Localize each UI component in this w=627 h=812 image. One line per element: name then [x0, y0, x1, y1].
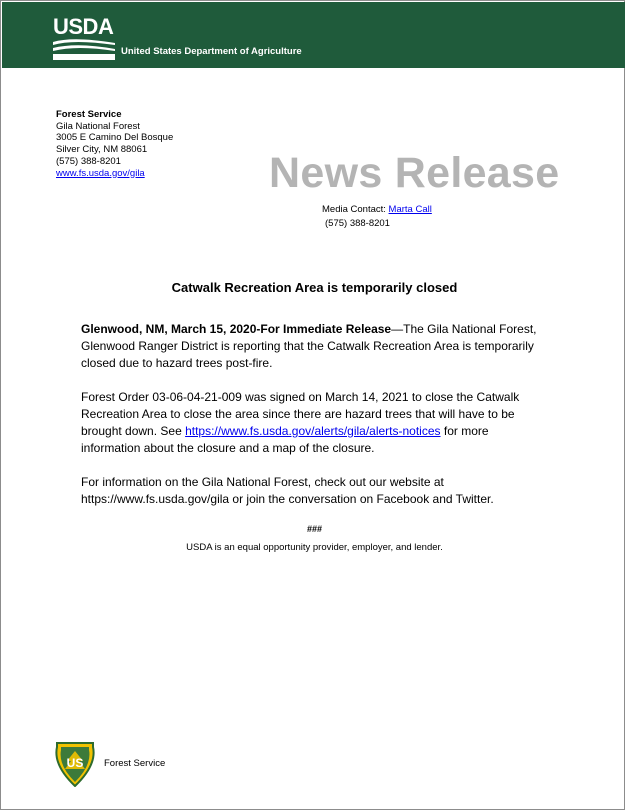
paragraph-1 [81, 321, 551, 372]
media-contact-block [322, 203, 432, 230]
address-street: 3005 E Camino Del Bosque [56, 132, 174, 144]
media-contact-phone: (575) 388-8201 [325, 217, 390, 229]
address-unit: Gila National Forest [56, 120, 140, 132]
address-org: Forest Service [56, 109, 122, 120]
address-phone: (575) 388-8201 [56, 155, 121, 167]
news-release-title: News Release [269, 149, 560, 197]
badge-text: US [66, 756, 84, 770]
end-mark: ### [306, 524, 323, 534]
usda-swoosh-icon [53, 37, 115, 61]
usda-logo [53, 16, 117, 62]
paragraph-2-text-b: for more information about the closure and a map of the closure. [81, 424, 489, 455]
paragraph-2 [81, 389, 551, 457]
media-contact-link[interactable]: Marta Call [388, 204, 432, 215]
media-contact-label: Media Contact: [322, 204, 389, 215]
paragraph-3: For information on the Gila National Forest, check out our website at https://www.fs.usda.gov/gila or join the conversation on Facebook and Twitter. [81, 475, 494, 506]
equal-opportunity-statement: USDA is an equal opportunity provider, employer, and lender. [186, 542, 443, 553]
forest-service-label: Forest Service [104, 758, 166, 769]
forest-service-shield-icon [53, 741, 97, 787]
address-city: Silver City, NM 88061 [56, 144, 148, 156]
website-link[interactable]: www.fs.usda.gov/gila [56, 167, 145, 179]
alerts-notices-link[interactable]: https://www.fs.usda.gov/alerts/gila/alerts-notices [185, 424, 441, 438]
article-body [81, 321, 551, 525]
paragraph-2-text-a: Forest Order 03-06-04-21-009 was signed on March 14, 2021 to close the Catwalk Recreation Area to close the area since there are hazard trees that will have to be brought down. See [81, 390, 520, 438]
paragraph-1-text: —The Gila National Forest, Glenwood Ranger District is reporting that the Catwalk Recreation Area is temporarily closed due to hazard trees post-fire. [81, 322, 537, 370]
usda-logo-text: USDA [53, 14, 114, 39]
usda-header-banner [2, 2, 625, 68]
article-headline: Catwalk Recreation Area is temporarily closed [171, 280, 458, 295]
agency-name: United States Department of Agriculture [121, 46, 302, 57]
address-block [56, 109, 173, 179]
dateline: Glenwood, NM, March 15, 2020-For Immediate Release [81, 322, 392, 336]
